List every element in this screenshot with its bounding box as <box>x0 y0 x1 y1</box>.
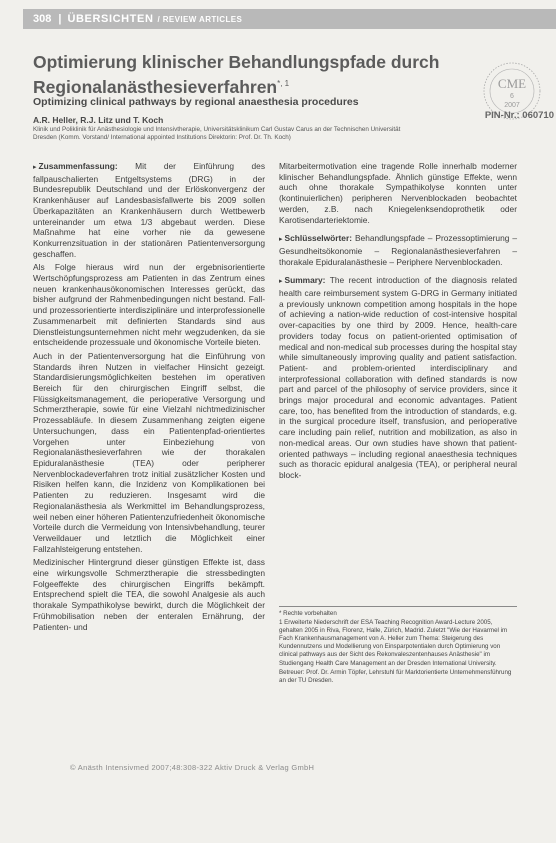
abstract-de-para-1: ▸ Zusammenfassung: Mit der Einführung des fallpauschalierten Entgeltsystems (DRG) in der Bundesrepublik Deutschland und der Erlöskonvergenz der Krankenhäuser auf Landesbasisfallwerte bis 2009 sollen Überkapazitäten an Krankenhäusern durch Wettbewerb untereinander um etwa 1/3 abgebaut werden. Diese Maßnahme hat eine vorher nie da gewesene Konkurrenzsituation in der stationären Patientenversorgung geschaffen. <box>33 161 266 259</box>
running-header <box>23 9 556 29</box>
subsection-label: / REVIEW ARTICLES <box>157 14 243 24</box>
footnote-2: 1 Erweiterte Niederschrift der ESA Teaching Recognition Award-Lecture 2005, gehalten 2005 in Riva, Florenz, Halle, Zürich, Madrid. Zuletzt "Wie der Havarmel im Fach Krankenhausmanagement von A. Heller zum Thema: Steigerung des Kundennutzens und Modellierung von Einsparpotentialen durch Optimierung von clinical pathways aus der Sicht des Rekonvaleszentenhauses Anästhesie" im Studiengang Health Care Management an der Dresden International University. <box>279 619 508 667</box>
arrow-icon: ▸ <box>279 236 283 244</box>
pin-number: PIN-Nr.: 060710 <box>484 110 554 121</box>
abstract-de-para-3: Auch in der Patientenversorgung hat die Einführung von Standards ihren Nutzen in vielfacher Hinsicht gezeigt. Standardisierungsmöglichkeiten bestehen im operativen Bereich für den chirurgischen Eingriff selbst, die Flüssigkeitsmanagement, die perioperative Versorgung und Schmerztherapie, sowie für eine Vielzahl nichtmedizinischer Prozessabläufe. In diesem Zusammenhang zeigten eigene Untersuchungen, dass ein Patientenpfad-orientiertes Vorgehen unter Einbeziehung von Regionalanästhesieverfahren wie der thorakalen Epiduralanästhesie (TEA) oder peripherer Nervenblockadeverfahren trotz initial zusätzlicher Kosten und Risiken helfen kann, die Inzidenz von Komplikationen bei Patienten zu reduzieren. Insgesamt wird die Regionalanästhesia als Werkmittel im Behandlungsprozess, weil neben einer höheren Patientenzufriedenheit ökonomische Vorteile durch die Vermeidung von Intensivbehandlung, teurer Verweildauer und letztlich die Möglichkeit einer Fallzahlsteigerung entstehen. <box>33 350 265 554</box>
cme-number: 6 <box>510 93 514 100</box>
copyright-footer: © Anästh Intensivmed 2007;48:308-322 Aktiv Druck & Verlag GmbH <box>70 763 315 772</box>
abstract-de-para-4: Medizinischer Hintergrund dieser günstigen Effekte ist, dass eine wirkungsvolle Schmerztherapie die stressbedingten Folgeeffekte des chirurgischen Eingriffs bekämpft. Entsprechend spielt die TEA, die sowohl Analgesie als auch thorakale Sympathikolyse bewirkt, durch die Möglichkeit der Frühmobilisation neben der enteralen Ernährung, der Patienten- und <box>33 557 265 632</box>
article-authors: A.R. Heller, R.J. Litz und T. Koch <box>33 115 164 125</box>
cme-year: 2007 <box>504 102 520 109</box>
cme-label: CME <box>497 76 527 91</box>
keywords-de: ▸ Schlüsselwörter: Behandlungspfade – Prozessoptimierung – Gesundheitsökonomie – Regionalanästhesieverfahren – thorakale Epiduralanästhesie – Periphere Nervenblockaden. <box>279 233 517 267</box>
title-footnote-marks: *, 1 <box>277 79 290 88</box>
keywords-de-label: Schlüsselwörter: <box>284 233 353 244</box>
footnotes <box>279 606 517 686</box>
page-number: 308 <box>33 13 52 25</box>
abstract-en: ▸ Summary: The recent introduction of the diagnosis related health care reimbursement system G-DRG in Germany initiated a previously unknown competition among hospitals in the hope of achieving a nation-wide reduction of cost-intensive hospital over-capacities by one third by 2009. Hence, health-care providers today focus on patient-oriented optimisation of medical and non-medical sub processes during the hospital stay while simultaneously improving quality and patient satisfaction. Patient- and problem-oriented interdisciplinary and interprofessional collaboration with defined standards is now part and parcel of the philosophy of service providers, since it brings major procedural and economic advantages. Patient care, too, has benefited from the introduction of standards, e.g. in the surgical procedure itself, transfusion, and perioperative care including pain relief, nutrition and mobilization, as also in non-medical areas. Our own studies have shown that patient-oriented pathways – including regional anaesthesia techniques such as thoracic epidural analgesia (TEA), or peripheral neural block- <box>279 275 517 480</box>
abstract-de-label: Zusammenfassung: <box>38 161 118 171</box>
abstract-en-label: Summary: <box>284 275 326 286</box>
abstract-de-para-2: Als Folge hieraus wird nun der ergebnisorientierte Wertschöpfungsprozess am Patienten in das Zentrum eines neuen krankenhausökonomischen Interesses gerückt, das bisher aufgrund der Rahmenbedingungen nicht bestand. Fall- und prozessorientierte interdisziplinäre und interprofessionelle Zusammenarbeit mit definierten Standards sind aus Dienstleistungsunternehmen nicht mehr wegzudenken, da sie entscheidende prozessuale und ökonomische Vorteile bieten. <box>33 262 265 348</box>
author-affiliation: Klinik und Poliklinik für Anästhesiologie und Intensivtherapie, Universitätsklinikum Carl Gustav Carus an der Technischen Universität Dresden (Komm. Vorstand/ International appointed Institutions Direktorin: Prof. Dr. Th. Koch) <box>33 126 401 142</box>
arrow-icon: ▸ <box>33 164 37 171</box>
footnote-1: * Rechte vorbehalten <box>279 610 337 617</box>
right-column <box>279 161 517 484</box>
header-separator: | <box>58 13 62 25</box>
article-subtitle: Optimizing clinical pathways by regional anaesthesia procedures <box>33 96 359 108</box>
arrow-icon: ▸ <box>279 278 283 286</box>
title-line-2: Regionalanästhesieverfahren <box>33 76 278 97</box>
section-label: ÜBERSICHTEN <box>67 13 154 25</box>
title-line-1: Optimierung klinischer Behandlungspfade durch <box>33 52 440 72</box>
footnote-3: Betreuer: Prof. Dr. Armin Töpfer, Lehrstuhl für Marktorientierte Unternehmensführung an der TU Dresden. <box>279 668 512 684</box>
abstract-de-para-5: Mitarbeitermotivation eine tragende Rolle innerhalb moderner klinischer Behandlungspfade. Ähnlich günstige Effekte, wenn auch ohne thorakale Sympathikolyse konnten unter (kontinuierlichen) peripheren Nervenblockaden beobachtet werden, z.B. nach Kniegelenksendoprothetik oder Karotisendarteriektomie. <box>279 161 517 225</box>
article-title <box>33 52 453 98</box>
left-column <box>33 161 265 635</box>
